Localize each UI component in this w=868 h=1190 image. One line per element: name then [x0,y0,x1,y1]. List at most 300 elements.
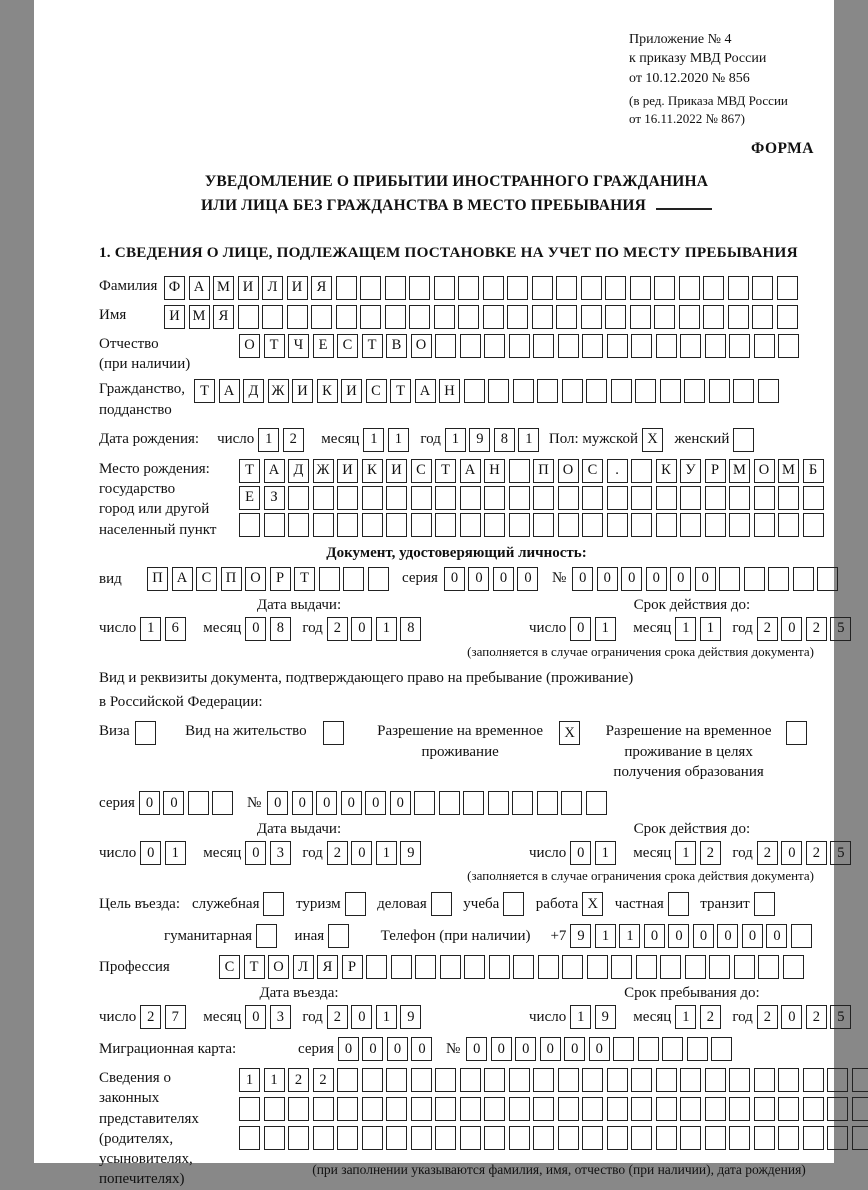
char-cell[interactable]: 0 [597,567,618,591]
char-cell[interactable] [685,955,706,979]
char-cell[interactable] [562,955,583,979]
char-cell[interactable]: С [196,567,217,591]
char-cell[interactable] [509,486,530,510]
char-cell[interactable]: 0 [491,1037,512,1061]
char-cell[interactable]: А [189,276,210,300]
char-cell[interactable] [711,1037,732,1061]
char-cell[interactable] [386,513,407,537]
char-cell[interactable] [754,513,775,537]
char-cell[interactable] [458,276,479,300]
char-cell[interactable]: К [362,459,383,483]
char-cell[interactable]: А [460,459,481,483]
char-cell[interactable] [533,513,554,537]
char-cell[interactable]: 2 [283,428,304,452]
char-cell[interactable]: К [317,379,338,403]
char-cell[interactable] [705,513,726,537]
char-cell[interactable] [513,379,534,403]
char-cell[interactable] [582,486,603,510]
char-cell[interactable] [852,1126,868,1150]
char-cell[interactable]: Д [243,379,264,403]
char-cell[interactable] [729,334,750,358]
char-cell[interactable] [484,1126,505,1150]
char-cell[interactable] [558,1097,579,1121]
char-cell[interactable]: О [245,567,266,591]
char-cell[interactable]: О [754,459,775,483]
char-cell[interactable] [391,955,412,979]
char-cell[interactable]: 0 [267,791,288,815]
char-cell[interactable]: 0 [365,791,386,815]
char-cell[interactable]: 0 [316,791,337,815]
char-cell[interactable]: О [558,459,579,483]
char-cell[interactable]: Р [342,955,363,979]
char-cell[interactable] [239,513,260,537]
char-cell[interactable] [656,513,677,537]
char-cell[interactable] [777,276,798,300]
char-cell[interactable]: 0 [411,1037,432,1061]
checkbox-cell[interactable]: X [582,892,603,916]
char-cell[interactable] [607,1126,628,1150]
char-cell[interactable]: 8 [400,617,421,641]
char-cell[interactable] [532,276,553,300]
char-cell[interactable] [385,276,406,300]
char-cell[interactable]: 2 [757,841,778,865]
char-cell[interactable]: Т [390,379,411,403]
char-cell[interactable]: З [264,486,285,510]
char-cell[interactable] [758,955,779,979]
char-cell[interactable]: Д [288,459,309,483]
char-cell[interactable] [728,276,749,300]
char-cell[interactable] [362,1097,383,1121]
char-cell[interactable] [434,305,455,329]
char-cell[interactable] [729,1126,750,1150]
char-cell[interactable] [656,1068,677,1092]
char-cell[interactable]: П [147,567,168,591]
char-cell[interactable]: И [238,276,259,300]
char-cell[interactable] [337,486,358,510]
checkbox-cell[interactable] [754,892,775,916]
char-cell[interactable]: 0 [517,567,538,591]
char-cell[interactable] [532,305,553,329]
char-cell[interactable] [705,1068,726,1092]
char-cell[interactable]: Б [803,459,824,483]
char-cell[interactable] [752,276,773,300]
char-cell[interactable]: 0 [781,617,802,641]
char-cell[interactable] [288,1097,309,1121]
char-cell[interactable] [605,305,626,329]
char-cell[interactable]: И [337,459,358,483]
char-cell[interactable]: 0 [564,1037,585,1061]
char-cell[interactable] [238,305,259,329]
char-cell[interactable] [827,1126,848,1150]
char-cell[interactable]: 5 [830,1005,851,1029]
char-cell[interactable] [460,1097,481,1121]
char-cell[interactable]: П [221,567,242,591]
char-cell[interactable] [337,1068,358,1092]
char-cell[interactable] [754,1097,775,1121]
char-cell[interactable]: Н [439,379,460,403]
char-cell[interactable]: 2 [140,1005,161,1029]
char-cell[interactable] [411,1068,432,1092]
char-cell[interactable] [509,1126,530,1150]
char-cell[interactable] [662,1037,683,1061]
char-cell[interactable]: О [239,334,260,358]
char-cell[interactable]: 1 [376,617,397,641]
char-cell[interactable]: 2 [806,841,827,865]
char-cell[interactable] [484,513,505,537]
char-cell[interactable]: 2 [288,1068,309,1092]
char-cell[interactable] [778,486,799,510]
char-cell[interactable] [754,1068,775,1092]
char-cell[interactable] [435,1068,456,1092]
char-cell[interactable] [509,459,530,483]
char-cell[interactable]: М [778,459,799,483]
char-cell[interactable]: Р [705,459,726,483]
char-cell[interactable] [188,791,209,815]
char-cell[interactable] [313,486,334,510]
char-cell[interactable] [607,1097,628,1121]
char-cell[interactable] [582,1097,603,1121]
char-cell[interactable] [411,1126,432,1150]
char-cell[interactable] [287,305,308,329]
char-cell[interactable] [582,334,603,358]
char-cell[interactable] [630,276,651,300]
char-cell[interactable]: 1 [388,428,409,452]
char-cell[interactable]: Е [239,486,260,510]
char-cell[interactable] [415,955,436,979]
char-cell[interactable] [533,334,554,358]
char-cell[interactable] [630,305,651,329]
char-cell[interactable] [411,486,432,510]
char-cell[interactable] [362,486,383,510]
char-cell[interactable]: 3 [270,841,291,865]
char-cell[interactable] [439,791,460,815]
char-cell[interactable] [463,791,484,815]
char-cell[interactable] [509,513,530,537]
char-cell[interactable] [239,1126,260,1150]
char-cell[interactable] [587,955,608,979]
char-cell[interactable]: Н [484,459,505,483]
char-cell[interactable] [360,305,381,329]
char-cell[interactable] [386,1097,407,1121]
char-cell[interactable] [435,334,456,358]
char-cell[interactable] [607,513,628,537]
char-cell[interactable] [489,955,510,979]
char-cell[interactable]: 8 [270,617,291,641]
char-cell[interactable] [729,486,750,510]
char-cell[interactable] [754,1126,775,1150]
char-cell[interactable] [582,1126,603,1150]
char-cell[interactable] [464,955,485,979]
char-cell[interactable] [484,1097,505,1121]
char-cell[interactable] [562,379,583,403]
char-cell[interactable] [793,567,814,591]
char-cell[interactable] [752,305,773,329]
char-cell[interactable]: 0 [668,924,689,948]
char-cell[interactable]: Т [264,334,285,358]
char-cell[interactable] [777,305,798,329]
char-cell[interactable] [607,1068,628,1092]
char-cell[interactable]: 1 [595,617,616,641]
char-cell[interactable]: Р [270,567,291,591]
char-cell[interactable] [558,334,579,358]
char-cell[interactable] [484,486,505,510]
char-cell[interactable] [778,1097,799,1121]
checkbox-cell[interactable] [345,892,366,916]
char-cell[interactable] [264,1126,285,1150]
char-cell[interactable]: А [264,459,285,483]
char-cell[interactable]: 0 [351,617,372,641]
char-cell[interactable] [464,379,485,403]
char-cell[interactable] [758,379,779,403]
char-cell[interactable] [483,276,504,300]
char-cell[interactable] [631,486,652,510]
char-cell[interactable] [460,1126,481,1150]
char-cell[interactable] [537,791,558,815]
char-cell[interactable]: М [729,459,750,483]
char-cell[interactable]: 0 [390,791,411,815]
char-cell[interactable]: Т [294,567,315,591]
char-cell[interactable] [728,305,749,329]
char-cell[interactable] [635,379,656,403]
char-cell[interactable]: 1 [258,428,279,452]
char-cell[interactable] [817,567,838,591]
char-cell[interactable] [488,791,509,815]
char-cell[interactable]: Ж [313,459,334,483]
checkbox-cell[interactable] [328,924,349,948]
char-cell[interactable] [212,791,233,815]
char-cell[interactable] [513,955,534,979]
char-cell[interactable] [509,1097,530,1121]
char-cell[interactable] [778,1068,799,1092]
char-cell[interactable]: 0 [140,841,161,865]
char-cell[interactable]: 0 [589,1037,610,1061]
char-cell[interactable]: 6 [165,617,186,641]
char-cell[interactable]: 0 [695,567,716,591]
char-cell[interactable] [654,276,675,300]
char-cell[interactable] [311,305,332,329]
char-cell[interactable]: 0 [781,841,802,865]
char-cell[interactable] [484,334,505,358]
char-cell[interactable]: 1 [595,924,616,948]
char-cell[interactable] [558,513,579,537]
char-cell[interactable]: К [656,459,677,483]
char-cell[interactable]: С [411,459,432,483]
char-cell[interactable]: 9 [595,1005,616,1029]
char-cell[interactable] [680,486,701,510]
char-cell[interactable]: 0 [570,617,591,641]
char-cell[interactable]: 1 [570,1005,591,1029]
char-cell[interactable] [680,1097,701,1121]
char-cell[interactable]: Я [213,305,234,329]
char-cell[interactable]: 2 [327,1005,348,1029]
char-cell[interactable] [360,276,381,300]
char-cell[interactable] [638,1037,659,1061]
char-cell[interactable] [605,276,626,300]
char-cell[interactable]: И [287,276,308,300]
char-cell[interactable]: 2 [757,1005,778,1029]
char-cell[interactable]: А [415,379,436,403]
char-cell[interactable]: 5 [830,617,851,641]
char-cell[interactable]: 9 [469,428,490,452]
char-cell[interactable] [556,305,577,329]
char-cell[interactable] [556,276,577,300]
char-cell[interactable]: 0 [466,1037,487,1061]
char-cell[interactable] [337,1097,358,1121]
char-cell[interactable] [533,1126,554,1150]
char-cell[interactable]: 0 [387,1037,408,1061]
char-cell[interactable] [582,513,603,537]
char-cell[interactable]: С [582,459,603,483]
char-cell[interactable] [264,1097,285,1121]
char-cell[interactable]: 0 [621,567,642,591]
char-cell[interactable]: 0 [338,1037,359,1061]
char-cell[interactable] [483,305,504,329]
char-cell[interactable]: Я [311,276,332,300]
char-cell[interactable] [660,379,681,403]
char-cell[interactable] [409,305,430,329]
char-cell[interactable] [607,334,628,358]
char-cell[interactable] [754,334,775,358]
char-cell[interactable] [631,1068,652,1092]
char-cell[interactable] [705,486,726,510]
char-cell[interactable]: 0 [742,924,763,948]
char-cell[interactable]: А [172,567,193,591]
char-cell[interactable] [509,1068,530,1092]
char-cell[interactable] [434,276,455,300]
char-cell[interactable] [631,513,652,537]
char-cell[interactable] [458,305,479,329]
char-cell[interactable]: 1 [619,924,640,948]
char-cell[interactable]: 9 [400,1005,421,1029]
char-cell[interactable] [386,1068,407,1092]
char-cell[interactable] [533,486,554,510]
checkbox-cell[interactable] [668,892,689,916]
char-cell[interactable]: 0 [540,1037,561,1061]
char-cell[interactable] [581,305,602,329]
char-cell[interactable]: О [411,334,432,358]
char-cell[interactable] [791,924,812,948]
char-cell[interactable]: Т [244,955,265,979]
char-cell[interactable] [680,513,701,537]
char-cell[interactable]: С [366,379,387,403]
char-cell[interactable]: 0 [468,567,489,591]
char-cell[interactable] [654,305,675,329]
char-cell[interactable]: 1 [376,1005,397,1029]
char-cell[interactable]: М [189,305,210,329]
char-cell[interactable]: 1 [675,841,696,865]
char-cell[interactable] [656,1097,677,1121]
char-cell[interactable]: Ч [288,334,309,358]
char-cell[interactable]: И [341,379,362,403]
char-cell[interactable] [337,513,358,537]
char-cell[interactable]: 0 [766,924,787,948]
char-cell[interactable]: 2 [806,617,827,641]
char-cell[interactable]: Т [194,379,215,403]
char-cell[interactable]: 0 [493,567,514,591]
char-cell[interactable] [680,334,701,358]
char-cell[interactable] [435,486,456,510]
char-cell[interactable] [440,955,461,979]
char-cell[interactable] [734,955,755,979]
char-cell[interactable] [656,486,677,510]
char-cell[interactable] [488,379,509,403]
char-cell[interactable]: 2 [327,841,348,865]
char-cell[interactable] [558,486,579,510]
char-cell[interactable] [561,791,582,815]
char-cell[interactable]: Л [293,955,314,979]
char-cell[interactable] [337,1126,358,1150]
char-cell[interactable]: В [386,334,407,358]
char-cell[interactable]: 7 [165,1005,186,1029]
char-cell[interactable]: О [268,955,289,979]
char-cell[interactable]: 0 [351,841,372,865]
char-cell[interactable]: 0 [515,1037,536,1061]
char-cell[interactable] [288,486,309,510]
char-cell[interactable] [631,334,652,358]
char-cell[interactable] [484,1068,505,1092]
char-cell[interactable]: 0 [245,617,266,641]
char-cell[interactable] [631,459,652,483]
char-cell[interactable]: 0 [670,567,691,591]
char-cell[interactable] [656,334,677,358]
char-cell[interactable]: И [164,305,185,329]
char-cell[interactable] [460,486,481,510]
char-cell[interactable]: 2 [806,1005,827,1029]
char-cell[interactable] [613,1037,634,1061]
char-cell[interactable] [656,1126,677,1150]
char-cell[interactable]: Т [435,459,456,483]
char-cell[interactable]: 1 [239,1068,260,1092]
char-cell[interactable] [336,276,357,300]
char-cell[interactable]: 1 [165,841,186,865]
char-cell[interactable] [343,567,364,591]
char-cell[interactable]: 0 [139,791,160,815]
char-cell[interactable]: 5 [830,841,851,865]
char-cell[interactable]: Я [317,955,338,979]
char-cell[interactable] [313,1126,334,1150]
char-cell[interactable]: И [292,379,313,403]
char-cell[interactable] [460,334,481,358]
char-cell[interactable]: И [386,459,407,483]
char-cell[interactable] [631,1097,652,1121]
char-cell[interactable]: 0 [572,567,593,591]
checkbox-cell[interactable] [323,721,344,745]
char-cell[interactable]: 1 [445,428,466,452]
char-cell[interactable] [636,955,657,979]
char-cell[interactable]: 0 [163,791,184,815]
char-cell[interactable] [313,1097,334,1121]
char-cell[interactable] [586,791,607,815]
char-cell[interactable]: С [219,955,240,979]
char-cell[interactable]: П [533,459,554,483]
checkbox-cell[interactable] [256,924,277,948]
char-cell[interactable]: 0 [362,1037,383,1061]
char-cell[interactable] [362,1068,383,1092]
char-cell[interactable] [660,955,681,979]
char-cell[interactable]: 1 [595,841,616,865]
char-cell[interactable] [679,276,700,300]
char-cell[interactable]: Т [239,459,260,483]
char-cell[interactable]: 0 [245,1005,266,1029]
checkbox-cell[interactable] [733,428,754,452]
char-cell[interactable] [679,305,700,329]
char-cell[interactable] [803,1126,824,1150]
char-cell[interactable] [239,1097,260,1121]
char-cell[interactable]: 1 [264,1068,285,1092]
char-cell[interactable]: А [219,379,240,403]
char-cell[interactable] [827,1097,848,1121]
char-cell[interactable] [411,1097,432,1121]
